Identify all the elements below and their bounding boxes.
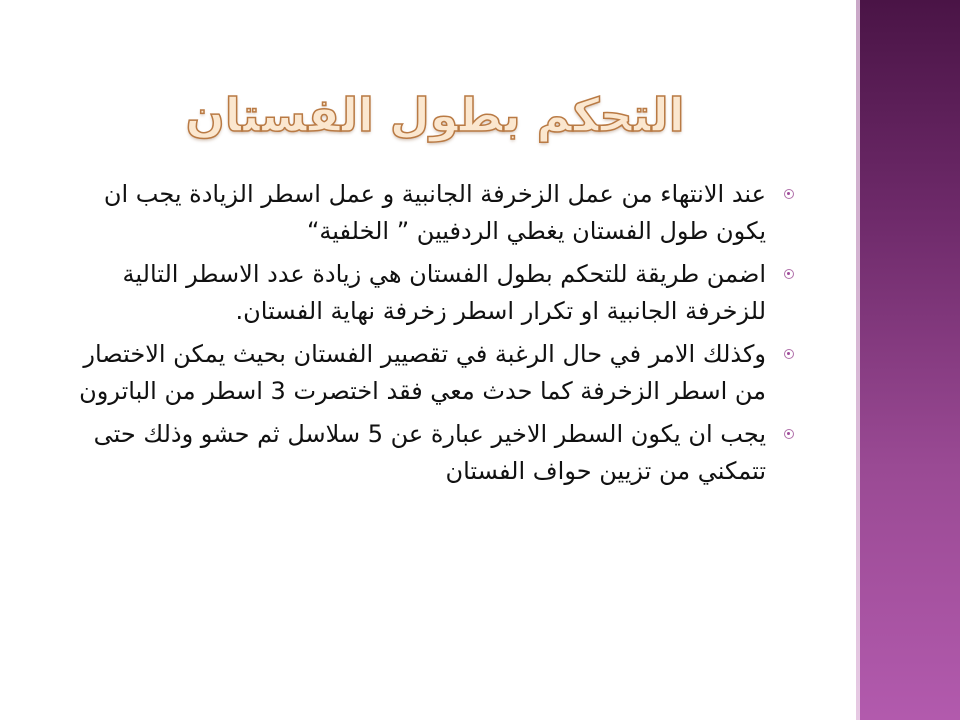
list-item-text: عند الانتهاء من عمل الزخرفة الجانبية و عمل اسطر الزيادة يجب ان يكون طول الفستان يغطي الردفيين ” الخلفية“ [103,180,766,245]
list-item [56,336,798,410]
list-item-text: يجب ان يكون السطر الاخير عبارة عن 5 سلاسل ثم حشو وذلك حتى تتمكني من تزيين حواف الفستان [93,420,766,485]
decorative-side-band [856,0,960,720]
list-item [56,416,798,490]
list-item-text: اضمن طريقة للتحكم بطول الفستان هي زيادة عدد الاسطر التالية للزخرفة الجانبية او تكرار اسطر زخرفة نهاية الفستان. [122,260,766,325]
list-item-text: وكذلك الامر في حال الرغبة في تقصيير الفستان بحيث يمكن الاختصار من اسطر الزخرفة كما حدث معي فقد اختصرت 3 اسطر من الباترون [79,340,766,405]
bullet-list [56,176,798,496]
circle-bullet-icon [784,429,794,439]
list-item [56,176,798,250]
slide-title: التحكم بطول الفستان [185,88,685,142]
circle-bullet-icon [784,269,794,279]
list-item [56,256,798,330]
circle-bullet-icon [784,189,794,199]
side-band-edge [856,0,860,720]
circle-bullet-icon [784,349,794,359]
